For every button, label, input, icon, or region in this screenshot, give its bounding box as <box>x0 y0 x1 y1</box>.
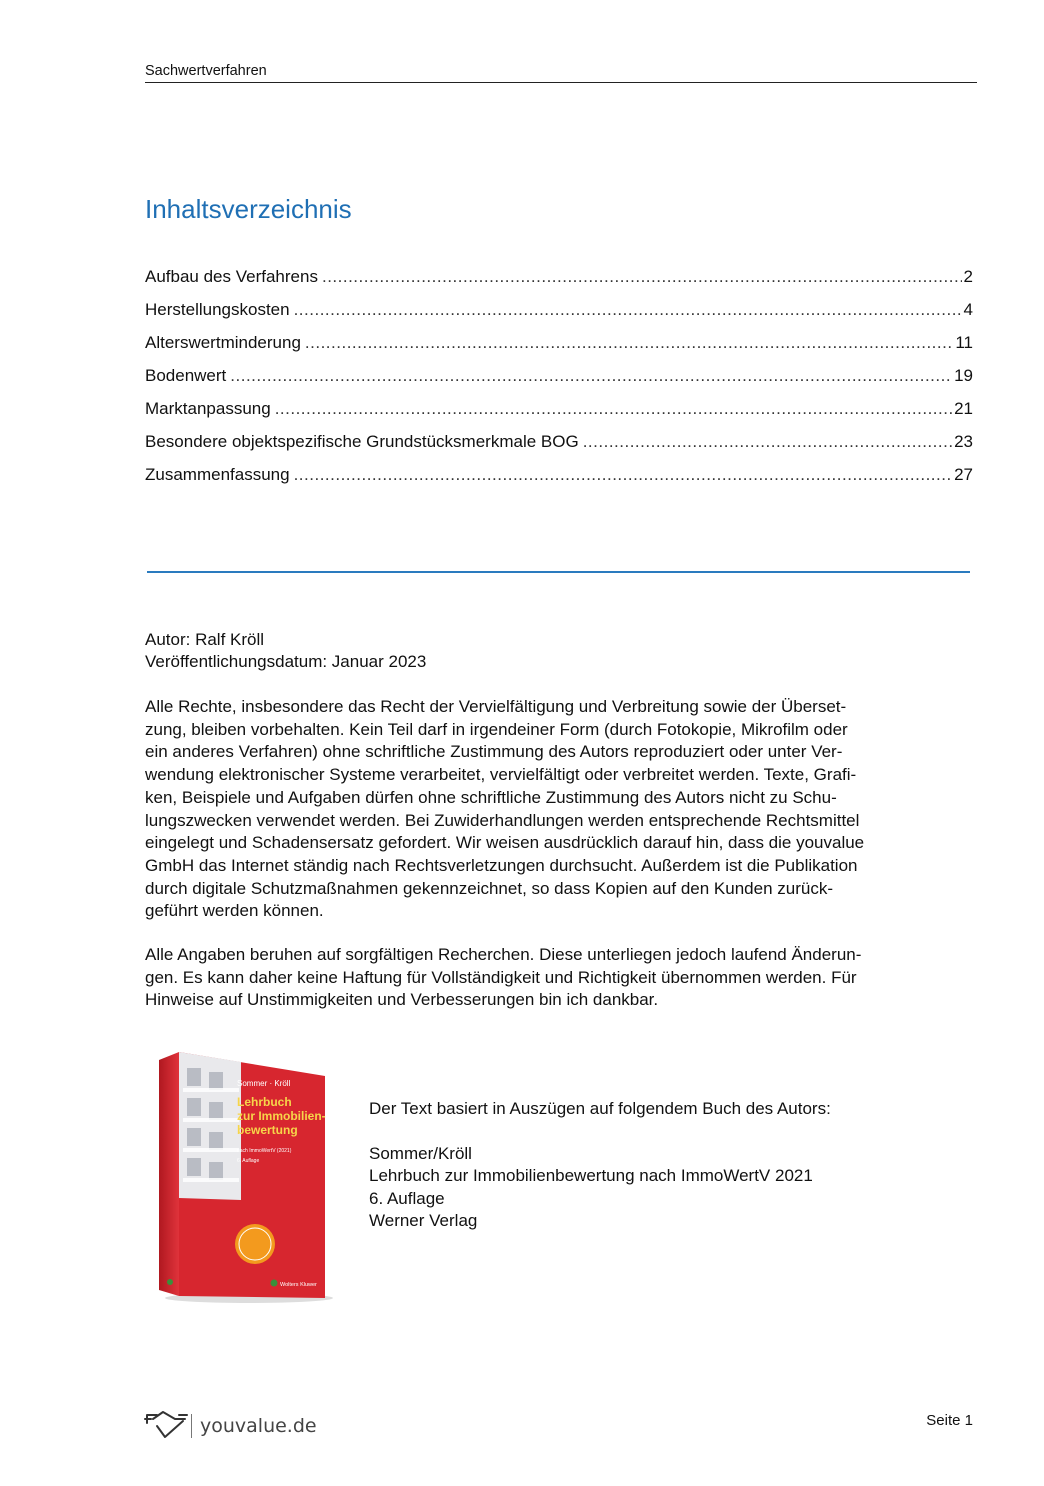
toc-entry[interactable] <box>145 266 973 299</box>
toc-entry-label: Herstellungskosten <box>145 300 290 319</box>
toc-leader-dots <box>294 464 953 486</box>
disclaimer-notice: Alle Angaben beruhen auf sorgfältigen Recherchen. Diese unterliegen jedoch laufend Änderun- gen. Es kann daher keine Haftung für Vollständigkeit und Richtigkeit übernommen werden. Für Hinweise auf Unstimmigkeiten und Verbesserungen bin ich dankbar. <box>145 945 862 1010</box>
toc-entry[interactable] <box>145 431 973 464</box>
toc-leader-dots <box>275 398 952 420</box>
toc-entry[interactable] <box>145 464 973 497</box>
toc-entry-label: Aufbau des Verfahrens <box>145 267 318 286</box>
book-cover-image <box>157 1050 337 1304</box>
toc-entry-page: 23 <box>954 432 973 451</box>
book-cover-subtitle: nach ImmoWertV (2021) <box>237 1148 292 1154</box>
toc-entry-label: Zusammenfassung <box>145 465 290 484</box>
toc-entry[interactable] <box>145 398 973 431</box>
author-line: Autor: Ralf Kröll <box>145 630 265 649</box>
toc-entry-page: 21 <box>954 399 973 418</box>
toc-entry-page: 4 <box>963 300 973 319</box>
book-authors: Sommer/Kröll <box>369 1143 472 1163</box>
publication-date: Veröffentlichungsdatum: Januar 2023 <box>145 652 427 671</box>
toc-entry-label: Marktanpassung <box>145 399 271 418</box>
toc-leader-dots <box>583 431 952 453</box>
youvalue-logo <box>143 1409 317 1443</box>
book-publisher: Werner Verlag <box>369 1211 478 1230</box>
toc-entry-page: 27 <box>954 465 973 484</box>
house-check-icon <box>143 1409 189 1443</box>
book-cover-authors: Sommer · Kröll <box>237 1079 291 1088</box>
book-cover-title-3: bewertung <box>237 1123 298 1137</box>
toc-entry[interactable] <box>145 365 973 398</box>
toc-heading: Inhaltsverzeichnis <box>145 194 352 224</box>
copyright-notice: Alle Rechte, insbesondere das Recht der Vervielfältigung und Verbreitung sowie der Überset- zung, bleiben vorbehalten. Kein Teil darf in irgendeiner Form (durch Fotokopie, Mikrofilm oder ein anderes Verfahren) ohne schriftliche Zustimmung des Autors reproduziert oder unter Ver- wendung elektronischer Systeme verarbeitet, vervielfältigt oder verbreitet werden. Texte, Grafi- ken, Beispiele und Aufgaben dürfen ohne schriftliche Zustimmung des Autors nicht zu Schu- lungszwecken verwendet werden. Bei Zuwiderhandlungen werden entsprechende Rechtsmittel eingelegt und Schadensersatz gefordert. Wir weisen ausdrücklich darauf hin, dass die youvalue GmbH das Internet ständig nach Rechtsverletzungen durchsucht. Außerdem ist die Publikation durch digitale Schutzmaßnahmen gekennzeichnet, so dass Kopien auf den Kunden zurück- geführt werden können. <box>145 697 865 921</box>
toc-entry-page: 19 <box>954 366 973 385</box>
logo-text: youvalue.de <box>200 1415 317 1437</box>
toc-leader-dots <box>305 332 953 354</box>
section-divider <box>147 571 970 573</box>
book-intro: Der Text basiert in Auszügen auf folgendem Buch des Autors: <box>369 1099 831 1118</box>
book-cover-title-2: zur Immobilien- <box>237 1109 326 1123</box>
toc-entry[interactable] <box>145 299 973 332</box>
toc-entry-page: 2 <box>963 267 973 286</box>
book-cover-edition: 6. Auflage <box>237 1158 260 1164</box>
toc-entry-label: Besondere objektspezifische Grundstücksmerkmale BOG <box>145 432 579 451</box>
toc-leader-dots <box>294 299 962 321</box>
publication-meta <box>145 629 426 673</box>
book-title: Lehrbuch zur Immobilienbewertung nach ImmoWertV 2021 <box>369 1166 813 1185</box>
logo-separator <box>191 1414 192 1438</box>
toc-entry-page: 11 <box>955 333 973 352</box>
toc-entry-label: Alterswertminderung <box>145 333 301 352</box>
book-reference <box>369 1098 831 1233</box>
book-cover-title-1: Lehrbuch <box>237 1095 292 1109</box>
toc-leader-dots <box>322 266 962 288</box>
page-number: Seite 1 <box>926 1412 973 1429</box>
table-of-contents <box>145 266 973 497</box>
toc-entry-label: Bodenwert <box>145 366 227 385</box>
running-header: Sachwertverfahren <box>145 63 977 83</box>
book-edition: 6. Auflage <box>369 1188 445 1208</box>
toc-leader-dots <box>230 365 952 387</box>
book-cover-publisher: Wolters Kluwer <box>280 1282 317 1288</box>
toc-entry[interactable] <box>145 332 973 365</box>
